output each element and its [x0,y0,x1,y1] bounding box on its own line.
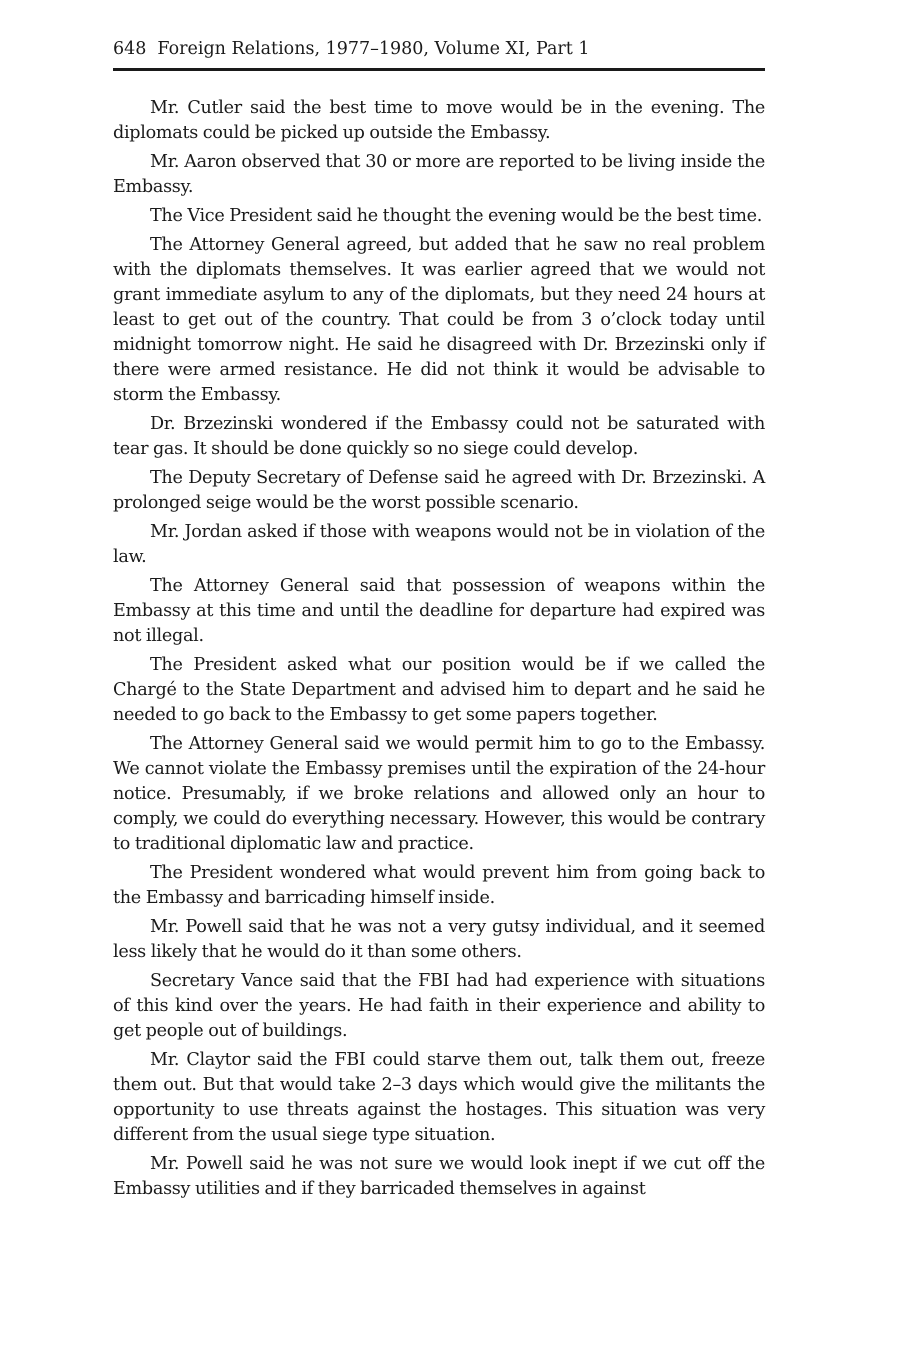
paragraph: Secretary Vance said that the FBI had had experience with situations of this kind over the years. He had faith in their experience and ability to get people out of buildings. [113,971,765,1041]
paragraph: The Vice President said he thought the evening would be the best time. [150,206,763,226]
paragraph: The Attorney General said we would permit him to go to the Embassy. We cannot violate the Embassy premises until the expiration of the 24-hour notice. Presumably, if we broke relations and allowed only an hour to comply, we could do everything necessary. However, this would be contrary to traditional diplomatic law and practice. [113,734,765,854]
paragraph: The Deputy Secretary of Defense said he agreed with Dr. Brzezinski. A prolonged seige would be the worst possible scenario. [113,468,765,513]
paragraph: The President asked what our position would be if we called the Chargé to the State Department and advised him to depart and he said he needed to go back to the Embassy to get some papers together. [113,655,765,725]
page-number: 648 [113,39,147,59]
paragraph: The Attorney General agreed, but added that he saw no real problem with the diplomats themselves. It was earlier agreed that we would not grant immediate asylum to any of the diplomats, but they need 24 hours at least to get out of the country. That could be from 3 o’clock today until midnight tomorrow night. He said he disagreed with Dr. Brzezinski only if there were armed resistance. He did not think it would be advisable to storm the Embassy. [113,235,765,405]
paragraph: Mr. Claytor said the FBI could starve them out, talk them out, freeze them out. But that would take 2–3 days which would give the militants the opportunity to use threats against the hostages. This situation was very different from the usual siege type situation. [113,1050,765,1145]
paragraph: The President wondered what would prevent him from going back to the Embassy and barricading himself inside. [113,863,765,908]
paragraph: Mr. Jordan asked if those with weapons would not be in violation of the law. [113,522,765,567]
volume-title: Foreign Relations, 1977–1980, Volume XI, Part 1 [157,39,590,59]
paragraph: Mr. Powell said that he was not a very gutsy individual, and it seemed less likely that he would do it than some others. [113,917,765,962]
paragraph: Mr. Powell said he was not sure we would look inept if we cut off the Embassy utilities and if they barricaded themselves in against [113,1154,765,1199]
paragraph: The Attorney General said that possession of weapons within the Embassy at this time and until the deadline for departure had expired was not illegal. [113,576,765,646]
running-head [113,36,765,71]
body-text [113,96,765,1202]
paragraph: Dr. Brzezinski wondered if the Embassy could not be saturated with tear gas. It should be done quickly so no siege could develop. [113,414,765,459]
paragraph: Mr. Aaron observed that 30 or more are reported to be living inside the Embassy. [113,152,765,197]
paragraph: Mr. Cutler said the best time to move would be in the evening. The diplomats could be picked up outside the Embassy. [113,98,765,143]
document-page [113,36,765,1206]
